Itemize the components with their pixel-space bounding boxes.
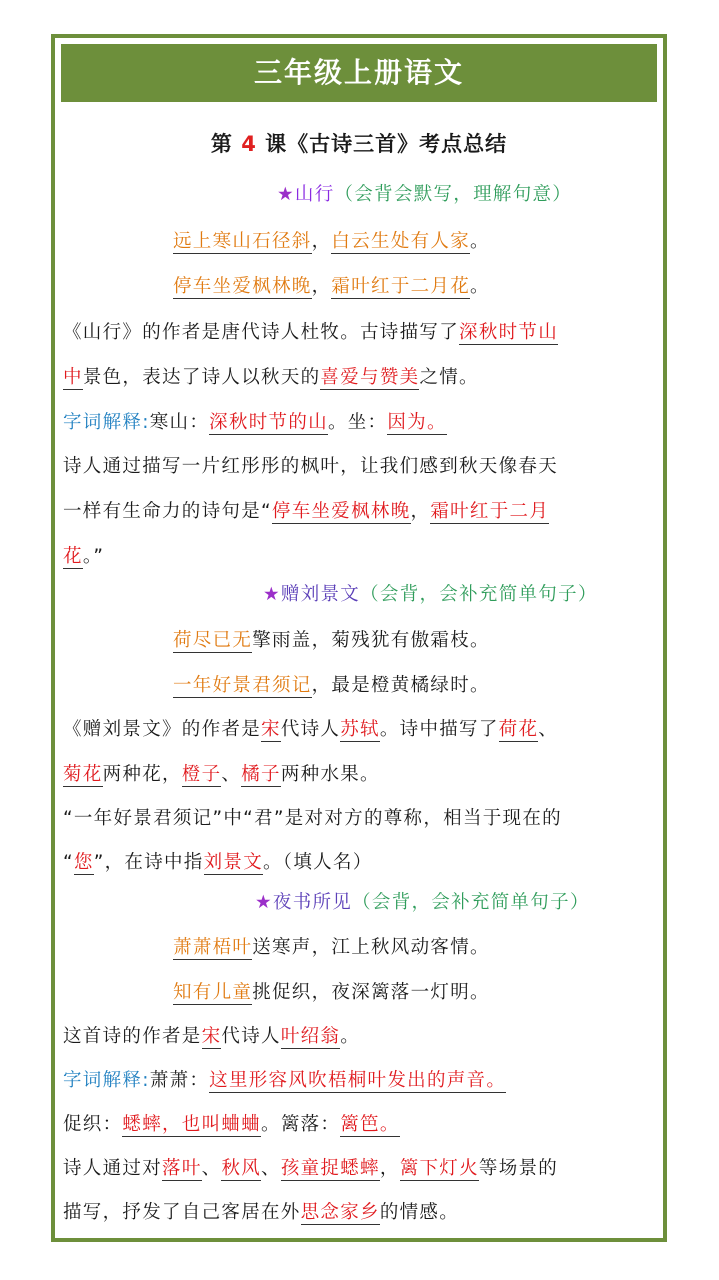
text: 。诗中描写了 (379, 719, 499, 740)
star-icon: ★ (263, 584, 281, 605)
poem-text: 停车坐爱枫林晚 (173, 276, 312, 297)
text: 。（填人名） (263, 852, 373, 873)
answer: 宋 (201, 1026, 222, 1047)
text: ， (379, 1158, 400, 1179)
answer: 您 (73, 852, 94, 873)
paragraph-line: 诗人通过描写一片红彤彤的枫叶，让我们感到秋天像春天 (63, 456, 559, 477)
answer: 宋 (261, 719, 281, 740)
text: 。篱落： (261, 1114, 341, 1135)
poem-line (173, 931, 655, 965)
lesson-number: 4 (241, 132, 257, 156)
punct: ， (311, 276, 332, 297)
text: ， (410, 501, 431, 522)
answer: 篱笆。 (340, 1114, 400, 1135)
poem-line (173, 624, 655, 658)
section-title: 赠刘景文 (280, 584, 361, 605)
subtitle-prefix: 第 (210, 132, 242, 156)
text: 《山行》的作者是唐代诗人杜牧。古诗描写了 (63, 322, 460, 343)
text: 这首诗的作者是 (63, 1026, 202, 1047)
word-explanation (63, 406, 655, 440)
text: ”，在诗中指 (93, 852, 204, 873)
page-title: 三年级上册语文 (61, 44, 657, 102)
paragraph-line (63, 540, 655, 574)
section-heading-shanxing (277, 178, 655, 212)
text: 寒山： (149, 412, 210, 433)
poem-text: 远上寒山石径斜 (173, 231, 312, 252)
explanation-label: 字词解释: (63, 1070, 150, 1091)
text: 。 (340, 1026, 361, 1047)
poem-text: 擎雨盖，菊残犹有傲霜枝。 (252, 630, 490, 651)
paragraph-line (63, 1020, 655, 1054)
answer: 深秋时节的山 (209, 412, 328, 433)
lesson-subtitle (55, 128, 663, 158)
section-note: （会背会默写，理解句意） (334, 184, 573, 205)
answer: 中 (63, 367, 83, 388)
text: 代诗人 (280, 719, 341, 740)
poem-text: 霜叶红于二月花 (331, 276, 471, 297)
paragraph-line (63, 361, 655, 395)
paragraph-line: “一年好景君须记”中“君”是对对方的尊称，相当于现在的 (63, 808, 562, 829)
text: 的情感。 (379, 1202, 460, 1223)
text: 等场景的 (478, 1158, 559, 1179)
poem-text: 知有儿童 (173, 982, 253, 1003)
answer: 思念家乡 (300, 1202, 380, 1223)
paragraph-line (63, 1108, 655, 1142)
text: 代诗人 (221, 1026, 281, 1047)
answer: 花 (63, 546, 83, 567)
text: 萧萧： (149, 1070, 210, 1091)
section-heading-yeshusuojian (255, 886, 655, 920)
poem-text: 挑促织，夜深篱落一灯明。 (252, 982, 490, 1003)
answer: 篱下灯火 (399, 1158, 479, 1179)
star-icon: ★ (255, 892, 273, 913)
text: 景色，表达了诗人以秋天的 (82, 367, 321, 388)
section-note: （会背，会补充简单句子） (352, 892, 590, 913)
answer: 荷花 (498, 719, 539, 740)
paragraph-line (63, 1196, 655, 1230)
text: 两种水果。 (280, 764, 380, 785)
paragraph-line (63, 758, 655, 792)
poem-text: 白云生处有人家 (331, 231, 471, 252)
poem-line (173, 669, 655, 703)
answer: 喜爱与赞美 (320, 367, 420, 388)
answer: 停车坐爱枫林晚 (271, 501, 411, 522)
punct: 。 (470, 231, 490, 252)
explanation-label: 字词解释: (63, 412, 150, 433)
word-explanation (63, 1064, 655, 1098)
text: 、 (538, 719, 559, 740)
answer: 这里形容风吹梧桐叶发出的声音。 (209, 1070, 507, 1091)
poem-text: ，最是橙黄橘绿时。 (311, 675, 490, 696)
poem-line (173, 270, 655, 304)
text: 。坐： (327, 412, 388, 433)
answer: 菊花 (63, 764, 103, 785)
text: 、 (221, 764, 242, 785)
answer: 蟋蟀，也叫蛐蛐 (122, 1114, 262, 1135)
answer: 橘子 (241, 764, 281, 785)
subtitle-suffix: 课《古诗三首》考点总结 (256, 132, 508, 156)
poem-text: 送寒声，江上秋风动客情。 (252, 937, 490, 958)
text: 、 (201, 1158, 222, 1179)
paragraph-line (63, 495, 655, 529)
text: 《赠刘景文》的作者是 (63, 719, 262, 740)
poem-text: 一年好景君须记 (173, 675, 312, 696)
text: 两种花， (102, 764, 182, 785)
page-frame (51, 34, 667, 1242)
text: 之情。 (419, 367, 479, 388)
paragraph-line (63, 713, 655, 747)
answer: 刘景文 (203, 852, 263, 873)
text: 诗人通过对 (63, 1158, 163, 1179)
answer: 深秋时节山 (459, 322, 559, 343)
paragraph-line (63, 316, 655, 350)
poem-text: 荷尽已无 (173, 630, 253, 651)
section-heading-zengliujingwen (263, 578, 655, 612)
text: 描写，抒发了自己客居在外 (63, 1202, 301, 1223)
poem-text: 萧萧梧叶 (173, 937, 253, 958)
answer: 叶绍翁 (280, 1026, 341, 1047)
paragraph-line (63, 846, 655, 880)
text: 。” (82, 546, 105, 567)
star-icon: ★ (277, 184, 295, 205)
section-note: （会背，会补充简单句子） (360, 584, 598, 605)
text: 促织： (63, 1114, 123, 1135)
text: 一样有生命力的诗句是“ (63, 501, 272, 522)
answer: 苏轼 (340, 719, 380, 740)
answer: 孩童捉蟋蟀 (280, 1158, 380, 1179)
text: “ (63, 852, 74, 873)
answer: 秋风 (221, 1158, 262, 1179)
answer: 因为。 (387, 412, 447, 433)
punct: 。 (470, 276, 490, 297)
answer: 落叶 (162, 1158, 202, 1179)
section-title: 山行 (294, 184, 335, 205)
answer: 霜叶红于二月 (430, 501, 550, 522)
text: 、 (261, 1158, 281, 1179)
poem-line (173, 225, 655, 259)
punct: ， (311, 231, 332, 252)
poem-line (173, 976, 655, 1010)
answer: 橙子 (181, 764, 222, 785)
section-title: 夜书所见 (272, 892, 353, 913)
paragraph-line (63, 1152, 655, 1186)
